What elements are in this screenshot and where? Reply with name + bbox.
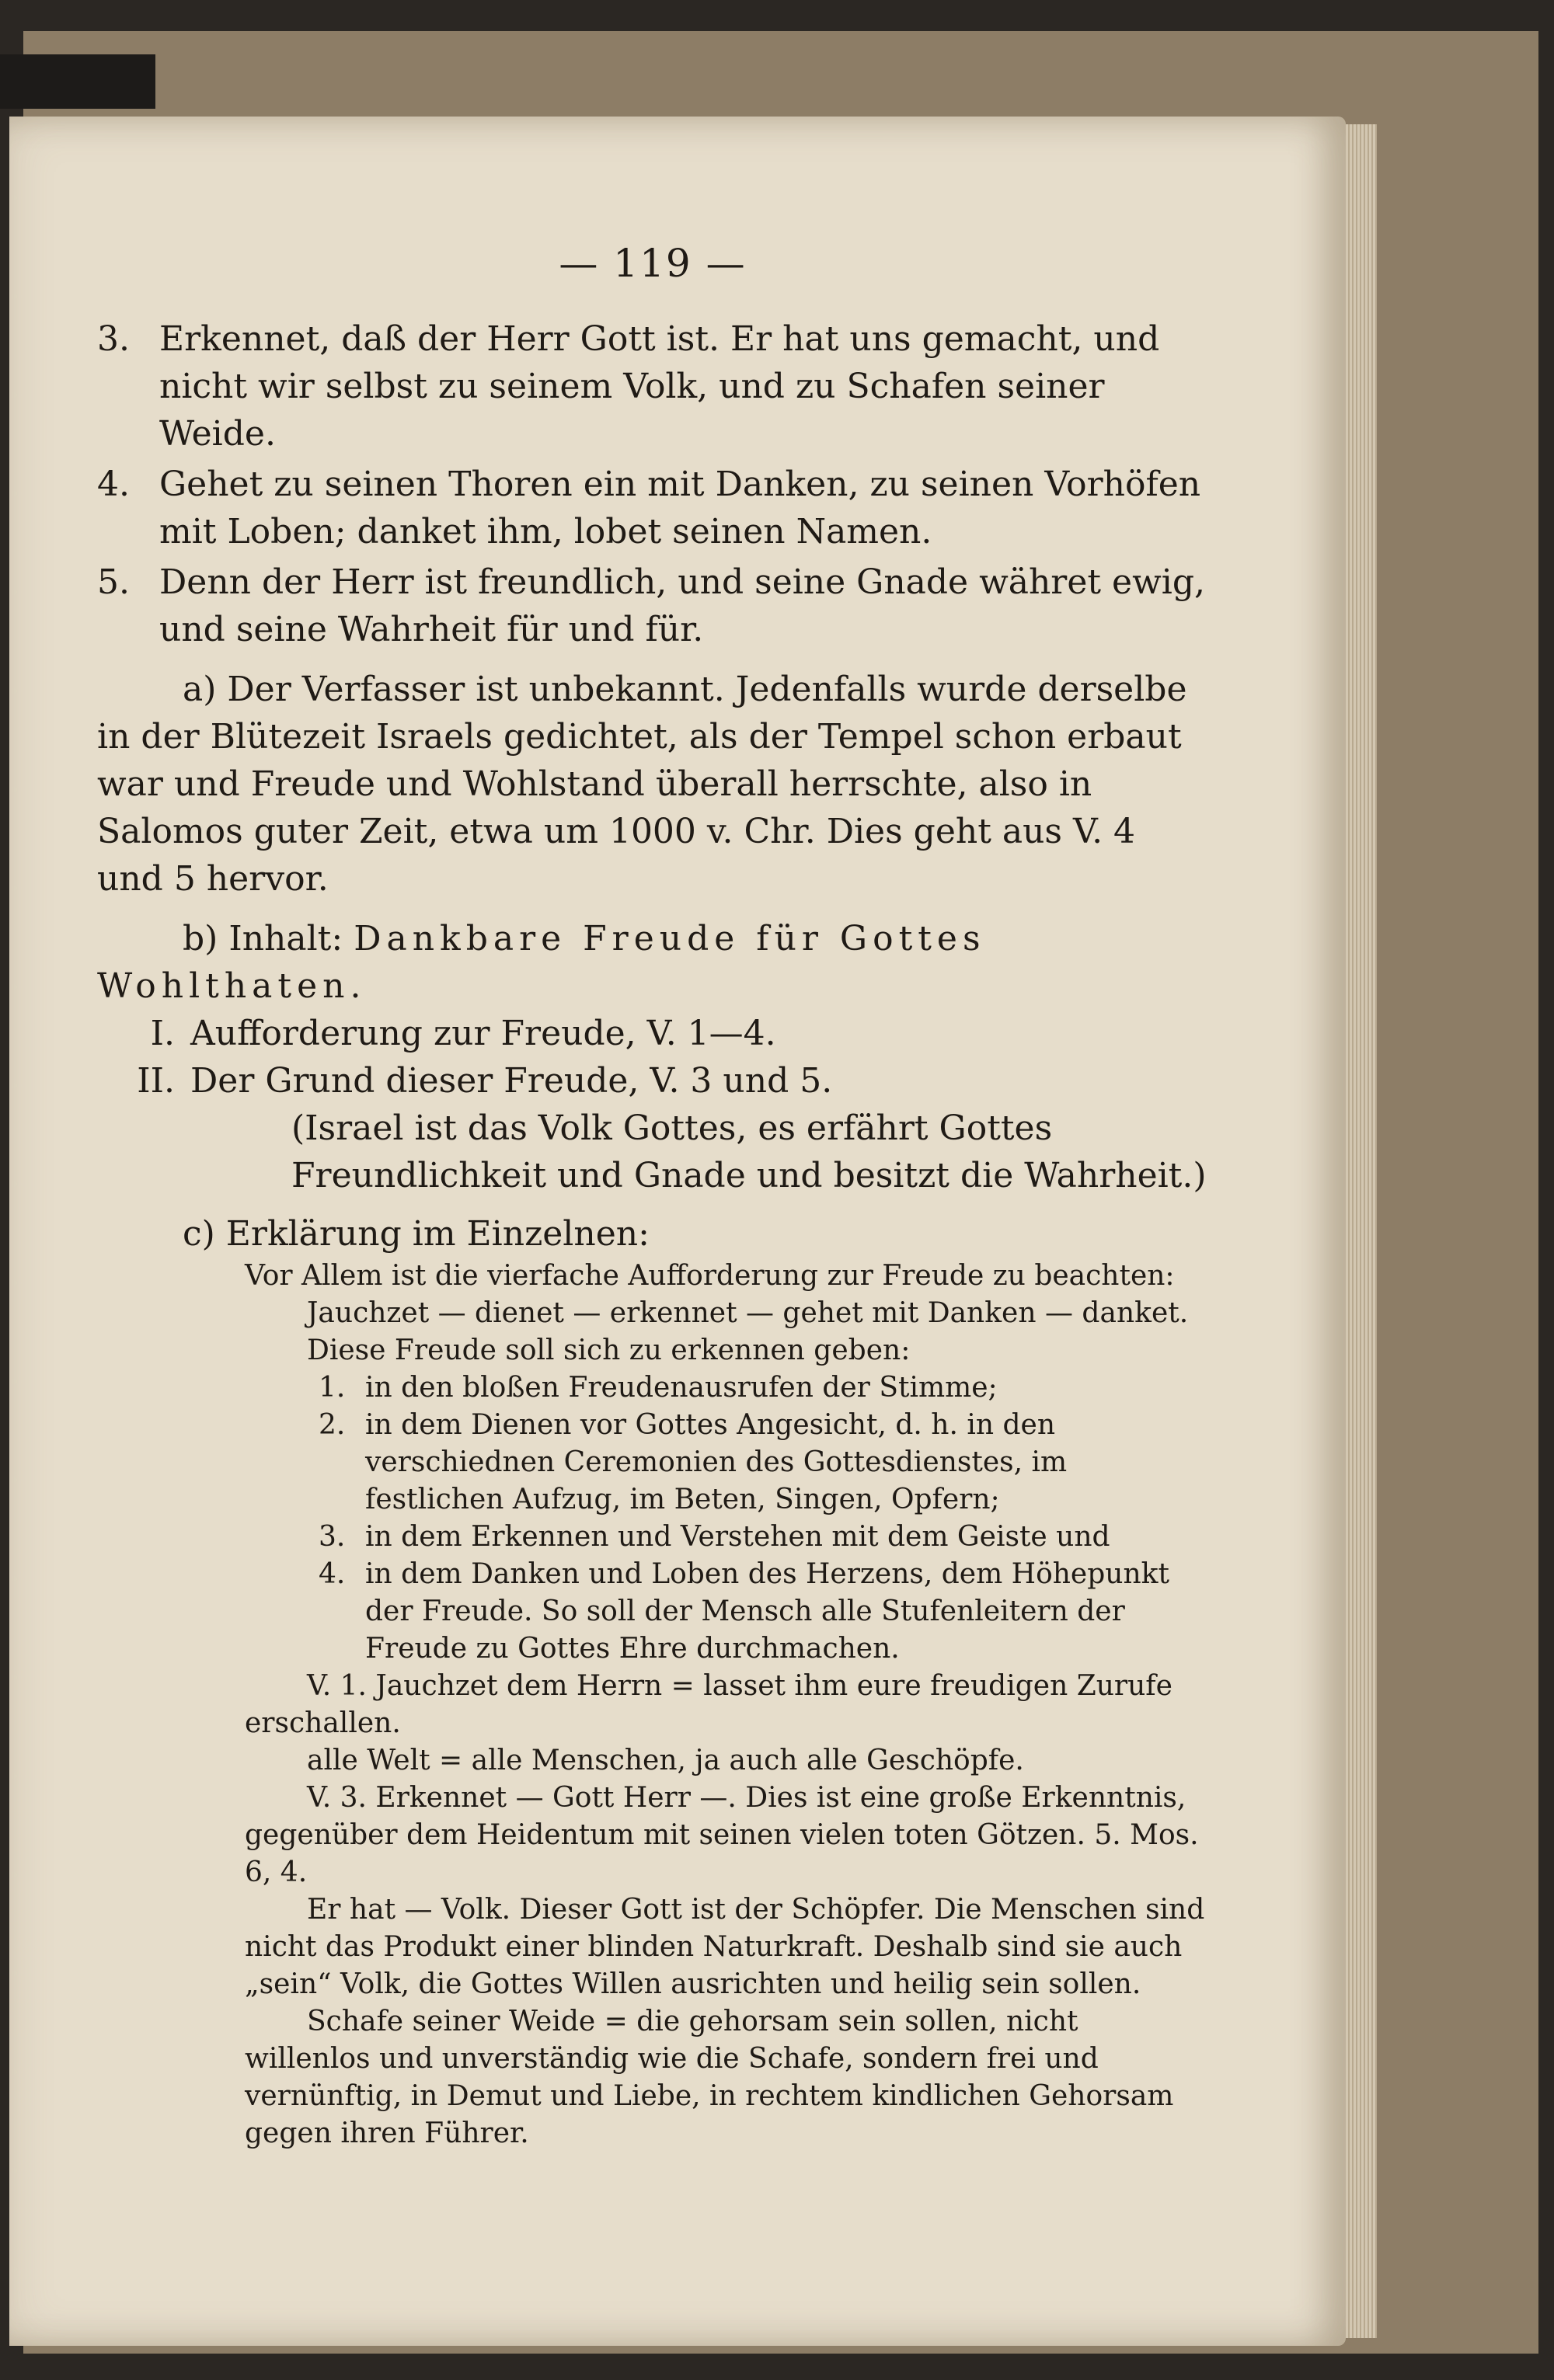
page-number: — 119 — — [559, 241, 747, 286]
outline-text: Der Grund dieser Freude, V. 3 und 5. — [190, 1061, 833, 1101]
verse-number: 3. — [97, 319, 130, 359]
section-b-heading — [97, 915, 1208, 1010]
verse-5 — [97, 558, 1208, 653]
outline-number: I. — [150, 1014, 175, 1053]
verse-number: 5. — [97, 562, 130, 602]
list-text: in dem Erkennen und Verstehen mit dem Geiste und — [365, 1521, 1110, 1553]
section-c-lead: Diese Freude soll sich zu erkennen geben: — [307, 1334, 911, 1366]
list-text: in dem Dienen vor Gottes Angesicht, d. h. in den verschiednen Ceremonien des Gottesdienstes, im festlichen Aufzug, im Beten, Singen, Opfern; — [365, 1409, 1068, 1515]
section-b-note: (Israel ist das Volk Gottes, es erfährt Gottes Freundlichkeit und Gnade und besitzt die Wahrheit.) — [291, 1108, 1207, 1195]
list-item — [319, 1556, 1208, 1668]
page-edges — [1346, 124, 1377, 2338]
section-b-title: Dankbare Freude für Gottes Wohlthaten. — [97, 919, 986, 1006]
commentary-schafe: Schafe seiner Weide = die gehorsam sein sollen, nicht willenlos und unverständig wie die Schafe, sondern frei und vernünftig, in Demut und Liebe, in rechtem kindlichen Gehorsam gegen ihren Führer. — [245, 2006, 1174, 2149]
list-item — [319, 1369, 1208, 1407]
list-item — [319, 1407, 1208, 1519]
verse-text: Denn der Herr ist freundlich, und seine Gnade währet ewig, und seine Wahrheit für und für. — [159, 562, 1205, 649]
commentary-er-hat: Er hat — Volk. Dieser Gott ist der Schöpfer. Die Menschen sind nicht das Produkt einer blinden Naturkraft. Deshalb sind sie auch „sein“ Volk, die Gottes Willen ausrichten und heilig sein sollen. — [245, 1894, 1205, 2000]
verse-4 — [97, 461, 1208, 555]
list-number: 2. — [319, 1409, 346, 1441]
list-number: 3. — [319, 1521, 346, 1553]
outline-number: II. — [137, 1061, 175, 1101]
verse-3 — [97, 315, 1208, 458]
verse-text: Gehet zu seinen Thoren ein mit Danken, zu seinen Vorhöfen mit Loben; danket ihm, lobet seinen Namen. — [159, 465, 1201, 552]
page-text — [97, 241, 1208, 2152]
commentary-alle-welt: alle Welt = alle Menschen, ja auch alle Geschöpfe. — [307, 1745, 1024, 1776]
commentary-verse-1: V. 1. Jauchzet dem Herrn = lasset ihm eure freudigen Zurufe erschallen. — [245, 1670, 1172, 1739]
section-c-heading: c) Erklärung im Einzelnen: — [183, 1214, 650, 1254]
outline-item-1 — [97, 1010, 1208, 1057]
section-c-intro: Vor Allem ist die vierfache Aufforderung zur Freude zu beachten: — [245, 1260, 1175, 1292]
section-b-label: b) Inhalt: — [183, 919, 343, 959]
verse-number: 4. — [97, 465, 130, 504]
section-c-sequence: Jauchzet — dienet — erkennet — gehet mit Danken — danket. — [307, 1297, 1189, 1329]
commentary-verse-3: V. 3. Erkennet — Gott Herr —. Dies ist eine große Erkenntnis, gegenüber dem Heidentum mit seinen vielen toten Götzen. 5. Mos. 6, 4. — [245, 1782, 1199, 1888]
verse-text: Erkennet, daß der Herr Gott ist. Er hat uns gemacht, und nicht wir selbst zu seinem Volk, und zu Schafen seiner Weide. — [159, 319, 1160, 454]
list-item — [319, 1519, 1208, 1556]
list-text: in den bloßen Freudenausrufen der Stimme; — [365, 1372, 998, 1404]
outline-text: Aufforderung zur Freude, V. 1—4. — [190, 1014, 776, 1053]
outline-item-2 — [97, 1057, 1208, 1105]
list-number: 4. — [319, 1558, 346, 1590]
section-a-paragraph: a) Der Verfasser ist unbekannt. Jedenfalls wurde derselbe in der Blütezeit Israels gedichtet, als der Tempel schon erbaut war und Freude und Wohlstand überall herrschte, also in Salomos guter Zeit, etwa um 1000 v. Chr. Dies geht aus V. 4 und 5 hervor. — [97, 670, 1187, 899]
list-text: in dem Danken und Loben des Herzens, dem Höhepunkt der Freude. So soll der Mensch alle Stufenleitern der Freude zu Gottes Ehre durchmachen. — [365, 1558, 1169, 1665]
list-number: 1. — [319, 1372, 346, 1404]
book-spine — [0, 54, 155, 109]
